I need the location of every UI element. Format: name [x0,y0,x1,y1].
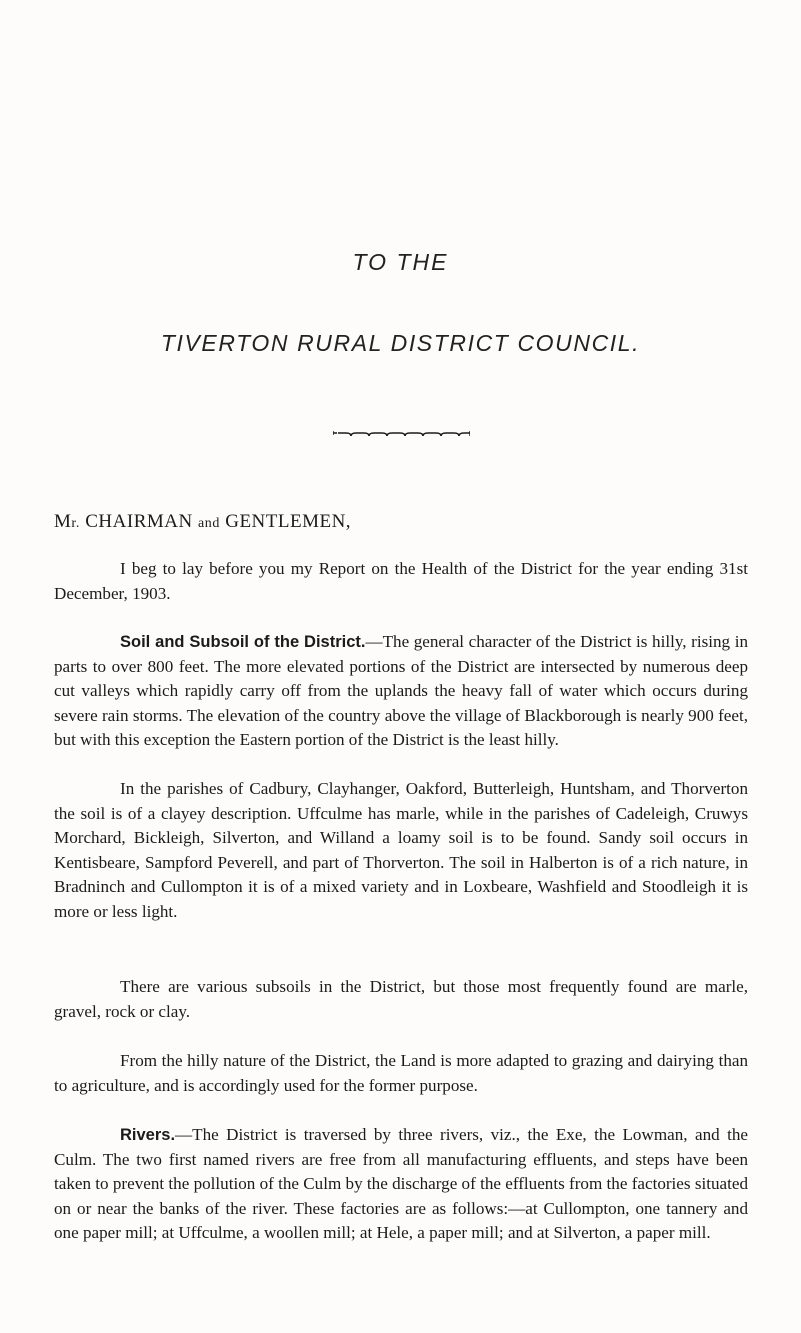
salutation-and: and [197,516,220,531]
paragraph-parishes-text: In the parishes of Cadbury, Clayhanger, Oakford, Butterleigh, Huntsham, and Thorverton the soil is of a clayey description. Uffculme has marle, while in the parishes of Cadeleigh, Cruwys Morchard, Bickleigh, Silverton, and Willand a loamy soil is to be found. Sandy soil occurs in Kentisbeare, Sampford Peverell, and part of Thorverton. The soil in Halberton is of a rich nature, in Bradninch and Cullompton it is of a mixed variety and in Loxbeare, Washfield and Stoodleigh it is more or less light. [54,779,748,921]
section-heading-soil: Soil and Subsoil of the District. [120,633,366,651]
salutation-gentlemen: GENTLEMEN, [225,511,352,532]
section-heading-rivers: Rivers. [120,1126,176,1144]
paragraph-soil-text: —The general character of the District is hilly, rising in parts to over 800 feet. The more elevated portions of the District are intersected by numerous deep cut valleys which rapidly carry off from the uplands the heavy fall of water which occurs during severe rain storms. The elevation of the country above the village of Blackborough is nearly 900 feet, but with this exception the Eastern portion of the District is the least hilly. [54,632,748,750]
heading-to-the: TO THE [352,249,449,275]
paragraph-hilly-text: From the hilly nature of the District, the Land is more adapted to grazing and dairying than to agriculture, and is accordingly used for the former purpose. [54,1051,748,1095]
paragraph-subsoils-text: There are various subsoils in the District, but those most frequently found are marle, gravel, rock or clay. [54,977,748,1021]
ornamental-rule-icon [333,429,470,439]
salutation [54,511,351,533]
salutation-chairman: CHAIRMAN [85,511,193,532]
salutation-mr-suffix: r. [71,516,80,531]
paragraph-hilly [54,1049,748,1098]
paragraph-subsoils [54,975,748,1024]
heading-council-title: TIVERTON RURAL DISTRICT COUNCIL. [160,330,641,356]
paragraph-parishes [54,777,748,925]
salutation-mr: M [54,511,72,532]
paragraph-rivers-text: —The District is traversed by three rivers, viz., the Exe, the Lowman, and the Culm. The two first named rivers are free from all manufacturing effluents, and steps have been taken to prevent the pollution of the Culm by the discharge of the effluents from the factories situated on or near the banks of the river. These factories are as follows:—at Cullompton, one tannery and one paper mill; at Uffculme, a woollen mill; at Hele, a paper mill; and at Silverton, a paper mill. [54,1125,748,1243]
paragraph-intro-text: I beg to lay before you my Report on the Health of the District for the year ending 31st December, 1903. [54,559,748,603]
paragraph-soil [54,630,748,753]
paragraph-rivers [54,1123,748,1246]
paragraph-intro [54,557,748,606]
